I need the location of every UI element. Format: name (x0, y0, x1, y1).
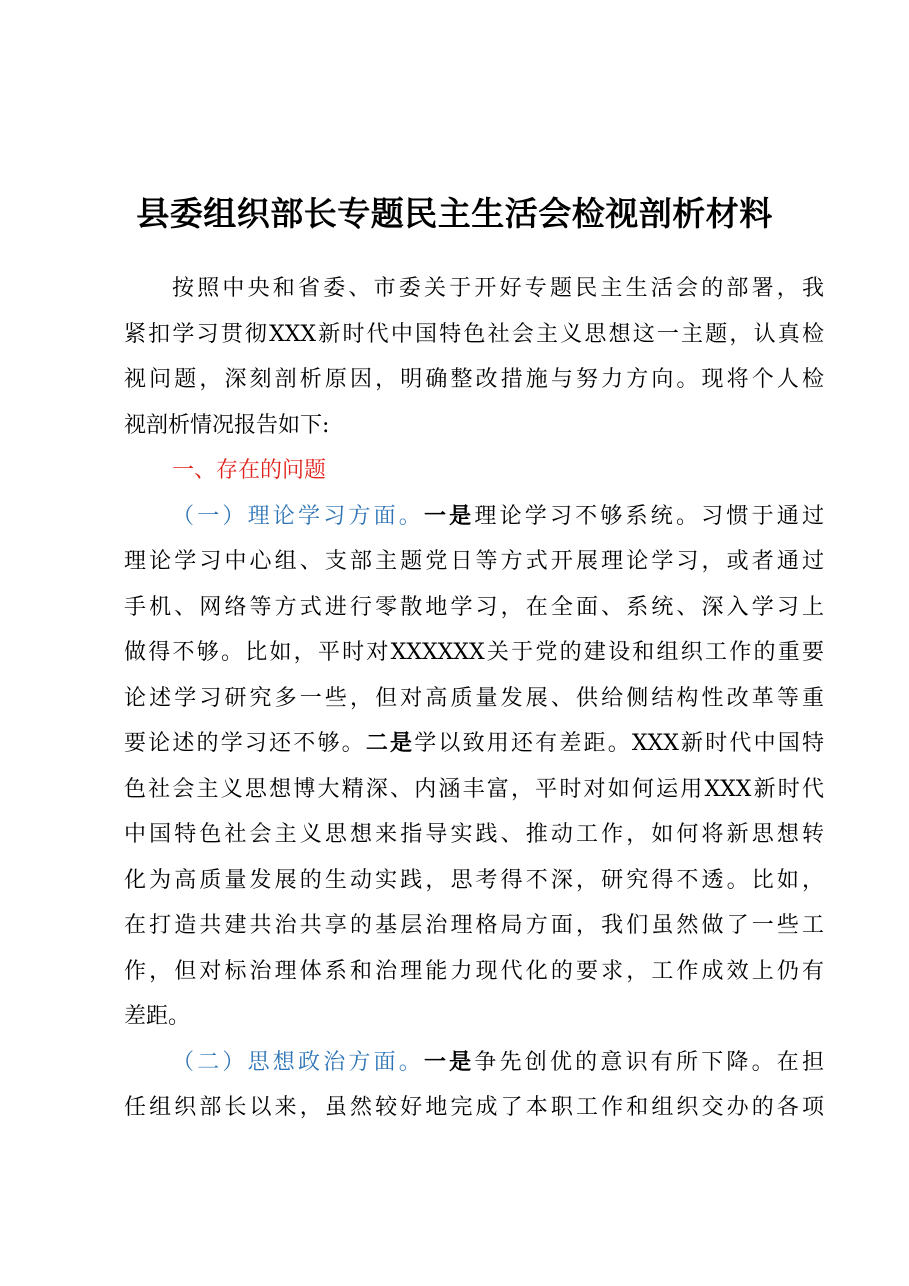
paragraph-line (124, 1040, 824, 1086)
point-label: 一是 (423, 1049, 475, 1075)
paragraph-line: 中国特色社会主义思想来指导实践、推动工作，如何将新思想转 (124, 822, 824, 847)
intro-line: 视问题，深刻剖析原因，明确整改措施与努力方向。现将个人检 (124, 367, 824, 392)
paragraph-line: 任组织部长以来，虽然较好地完成了本职工作和组织交办的各项 (124, 1095, 824, 1120)
paragraph-line: 作，但对标治理体系和治理能力现代化的要求，工作成效上仍有 (124, 958, 824, 984)
document-title: 县委组织部长专题民主生活会检视剖析材料 (136, 194, 773, 233)
intro-line: 紧扣学习贯彻XXX新时代中国特色社会主义思想这一主题，认真检 (124, 321, 824, 347)
intro-line: 按照中央和省委、市委关于开好专题民主生活会的部署，我 (172, 276, 824, 301)
paragraph-text: 理论学习不够系统。习惯于通过 (474, 503, 824, 529)
paragraph-text: 学以致用还有差距。XXX新时代中国特 (414, 731, 824, 756)
paragraph-text: 要论述的学习还不够。 (124, 731, 366, 756)
paragraph-line: 差距。 (124, 1004, 191, 1029)
point-label: 二是 (365, 731, 415, 756)
paragraph-line (124, 494, 824, 540)
intro-line: 视剖析情况报告如下: (124, 412, 330, 438)
paragraph-line: 化为高质量发展的生动实践，思考得不深，研究得不透。比如， (124, 867, 824, 893)
paragraph-line: 论述学习研究多一些，但对高质量发展、供给侧结构性改革等重 (124, 685, 824, 711)
paragraph-line: 理论学习中心组、支部主题党日等方式开展理论学习，或者通过 (124, 549, 824, 574)
paragraph-line: 在打造共建共治共享的基层治理格局方面，我们虽然做了一些工 (124, 913, 824, 938)
paragraph-line: 色社会主义思想博大精深、内涵丰富，平时对如何运用XXX新时代 (124, 776, 824, 802)
paragraph-line (124, 721, 824, 767)
section-heading: 一、存在的问题 (172, 458, 327, 483)
subsection-heading: （二）思想政治方面。 (172, 1049, 424, 1075)
document-body (124, 266, 824, 1131)
paragraph-text: 争先创优的意识有所下降。在担 (474, 1049, 824, 1075)
paragraph-line: 手机、网络等方式进行零散地学习，在全面、系统、深入学习上 (124, 594, 824, 620)
subsection-heading: （一）理论学习方面。 (172, 503, 424, 529)
paragraph-line: 做得不够。比如，平时对XXXXXX关于党的建设和组织工作的重要 (124, 640, 824, 665)
point-label: 一是 (423, 503, 475, 529)
